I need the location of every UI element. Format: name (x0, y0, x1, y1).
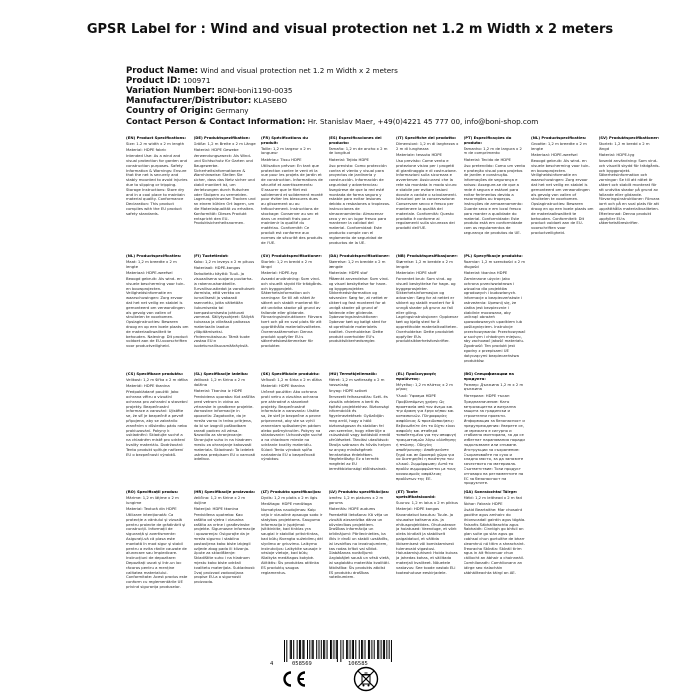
spec-cell (329, 490, 397, 600)
spec-size: Koko: 1,2 m leveys x 2 m pituus (193, 258, 255, 264)
barcode-bar (319, 640, 320, 659)
spec-heading: (SL) Specifikacije izdelka: (193, 372, 249, 376)
spec-material: Materiale: HDPE stoff (396, 269, 437, 275)
spec-text: Predviđena upotreba: Kao zaštita od vjetra i vizualna zaštita za vrtne i građevinske projekte. Sigurnosne informacije i upozorenja: Osigurajte da je mreža sigurno i stabilno postavljena kako biste izbjegli ozljede zbog pada ili klizanja. Upute za skladištenje: Skladištite suho i na hladnom mjestu kako biste održali kvalitetu materijala. Sukladnost: Ovaj proizvod zadovoljava propise EU-a o sigurnosti proizvoda. (193, 511, 256, 585)
spec-text: Beoogd gebruik: Als wind- en visuele bescherming voor tuin- en bouwprojecten. Veiligheidsinformatie en waarschuwingen: Zorg ervoor dat het net veilig en stabiel is gemonteerd om verwondingen als gevolg van vallen of struikelen te voorkomen. Opslaginstructies: Bewaren droog en op een koele plaats om de materiaalkwaliteit te behouden. Naleving: Dit product voldoet aan de EU-voorschriften voor productveiligheid. (126, 275, 189, 349)
meta-value: Wind and visual protection net 1.2 m Width x 2 meters (200, 66, 398, 75)
spec-material: Material: Tkanina iz HDPE (193, 387, 243, 393)
barcode-bar (309, 640, 310, 659)
spec-material: Материал: HDPE тъкан (463, 392, 510, 398)
spec-cell (261, 372, 329, 490)
meta-row (126, 76, 666, 86)
spec-material: Materiale: tessuto HDPE (396, 151, 442, 157)
spec-material: Materiál: HDPE tkanina (126, 382, 170, 388)
spec-cell (396, 372, 464, 490)
spec-heading: (DA) Produktspecifikationer: (328, 254, 390, 258)
barcode-bar (383, 640, 384, 659)
barcode-bar (321, 640, 322, 659)
spec-text: Zamierzone użycie: Jako ochrona przeciwwiatrowa i wizualna dla projektów ogrodowych i budowlanych. Informacje o bezpieczeństwie i ostrzeżenia: Upewnij się, że siatka jest bezpiecznie i stabilnie mocowana, aby uniknąć obrażeń spowodowanych upadkiem lub poślizgnięciem. Instrukcje przechowywania: Przechowywać w suchym i chłodnym miejscu, aby zachować jakość materiału. Zgodność: Ten produkt jest zgodny z przepisami UE dotyczącymi bezpieczeństwa produktów. (463, 275, 526, 363)
barcode-bar (330, 640, 331, 659)
barcode-bar (293, 640, 294, 659)
spec-text: Předpokládané použití: Jako ochrana větru a vizuální ochrana pro zahradní a stavební projekty. Bezpečnostní informace a varování: Ujistěte se, že síť je bezpečně a pevně připojena, aby se zabránilo zraněním v důsledku pádu nebo prokluzování. Pokyny k uskladnění: Skladujte suché a na chladném místě pro udržení kvality materiálu. Dodržování: Tento produkt splňuje nařízení EU o bezpečnosti výrobků. (126, 389, 188, 457)
spec-text: Beoogd gebruik: Als wind- en visuele bescherming voor tuin- en bouwprojecten. Veiligheidsinformatie en waarschuwingen: Zorg ervoor dat het net veilig en stabiel is gemonteerd om verwondingen als gevolg van vallen of struikelen te voorkomen. Opslaginstructies: Bewaren droog en op een koele plaats om de materiaalkwaliteit te behouden. Conformiteit: Dit product voldoet aan de EU-voorschriften voor productveiligheid. (531, 157, 594, 235)
barcode-bar (307, 640, 308, 659)
barcode-bar (313, 640, 314, 659)
barcode-bar (324, 640, 325, 659)
barcode-bar (300, 640, 301, 659)
meta-value: Germany (215, 106, 249, 115)
spec-row (126, 254, 666, 372)
spec-size: Veličina: 1,2 m širine x 2 m duljine (193, 494, 246, 505)
spec-cell (531, 136, 599, 254)
spec-heading: (FI) Tuotetiedot: (193, 254, 229, 258)
spec-cell (194, 254, 262, 372)
spec-heading: (HU) Termékjellemzők: (328, 372, 378, 376)
spec-text: Uso pretendido: Como um vento e proteção visual para projetos de jardim e construção. Informações de segurança e avisos: Assegure-se de que a rede é segura e estável para evitar ferimentos devido a escorregões ou tropeços. Instruções de armazenamento: Guarde seco e em local fresco para manter a qualidade do material. Conformidade: Este produto está em conformidade com os regulamentos de segurança de produtos da UE. (463, 162, 526, 235)
spec-text: Numatytas naudojimas: Kaip vėjo ir vizualinė apsauga sodo ir statybos projektams. Saugumo informacija ir įspėjimai: Įsitikinkite, kad tinklas yra saugiai ir stabiliai pritvirtintas, kad būtų išvengta sužeidimų dėl slydimo ar griuvimo. Laikymo instrukcijos: Laikykite sausoje ir vėsioje vietoje, kad būtų išlaikyta medžiagos kokybė. Atitiktis: Šis produktas atitinka ES produktų saugos reglamentus. (261, 507, 323, 575)
spec-heading: (NL) Productspecificaties: (126, 254, 182, 258)
barcode-right-digits: 106585 (348, 661, 368, 667)
spec-cell (464, 490, 532, 600)
spec-text: Tervezett felhasználás: Szél- és vizuális védelem a kerti és építési projektekhez. Biztonsági információk és figyelmeztetések: Győződjön meg arról, hogy a háló biztonságosan és stabilan fel van szerelve, hogy elkerülje a csúszásból vagy botlásból eredő sérüléseket. Tárolási utasítások: Tárolja szárazon és hűvös helyen az anyag minőségének fenntartása érdekében. Megfelelőség: Ez a termék megfelel az EU termékbiztonsági előírásainak. (328, 393, 391, 471)
spec-cell (261, 254, 329, 372)
barcode-left-digits: 058569 (292, 661, 312, 667)
barcode-bar (340, 640, 341, 662)
barcode-bar (290, 640, 291, 659)
spec-cell (531, 372, 599, 490)
spec-row (126, 372, 666, 490)
spec-size: Størrelse: 1,2 m bredde x 2 m længde (328, 258, 386, 269)
spec-size: Maat: 1,2 m breedte x 2 m lengte (126, 258, 177, 269)
spec-cell (194, 136, 262, 254)
ean-barcode (268, 640, 418, 670)
barcode-bar (323, 640, 324, 659)
spec-cell (464, 372, 532, 490)
spec-heading: (SV) Produktspecifikationer: (598, 136, 660, 140)
barcode-bar (369, 640, 370, 659)
barcode-bar (346, 640, 347, 659)
spec-material: Materiaali: HDPE-kangas (193, 264, 241, 270)
meta-value: KLASEBO (253, 96, 288, 105)
barcode-bar (302, 640, 303, 659)
spec-heading: (FR) Spécifications du produit: (261, 136, 308, 145)
barcode-bar (378, 640, 379, 659)
spec-size: Storlek: 1,2 m bredd x 2 m längd (261, 258, 313, 269)
barcode-lead-digit: 4 (270, 661, 274, 667)
barcode-bar (331, 640, 332, 659)
meta-value: Hr. Stanislav Maer, +49(0)4221 45 777 00, info@boni-shop.com (307, 117, 539, 126)
spec-cell (329, 136, 397, 254)
spec-size: Tamaño: 1,2 m de ancho x 2 m de longitud (328, 145, 388, 156)
spec-size: Dimensioni: 1,2 m di larghezza x 2 m di lunghezza (396, 140, 459, 151)
meta-key: Country of Origin: (126, 106, 214, 116)
spec-material: Anyag: HDPE szövet (328, 387, 368, 393)
spec-cell (599, 490, 667, 600)
meta-value: 100971 (182, 76, 211, 85)
spec-cell (329, 254, 397, 372)
spec-text: Utilizare intenționată: Ca protecție a vântului și vizuală pentru proiecte de grădinărit și construcții. Informații de siguranță și avertismente: Asigurați-vă că plasa este montată în mod sigur și stabil pentru a evita rănile cauzate de alunecare sau împiedicare. Instrucțiuni de depozitare: Depozitați uscat și într-un loc răcoros pentru a menține calitatea materialului. Conformitate: Acest produs este conform cu reglementările UE privind siguranța produselor. (126, 511, 188, 589)
spec-cell (126, 372, 194, 490)
barcode-bar (386, 640, 387, 659)
barcode-bar (384, 640, 385, 659)
meta-key: Product ID: (126, 76, 181, 86)
spec-row (126, 136, 666, 254)
spec-cell (261, 490, 329, 600)
spec-material: Ábhar: Fabraic HDPE (463, 500, 503, 506)
barcode-bar (371, 640, 372, 659)
spec-size: Μέγεθος: 1,2 m πλάτος x 2 m μήκος (396, 381, 453, 392)
meta-row (126, 86, 666, 96)
spec-cell (599, 136, 667, 254)
spec-heading: (DE) Produktspezifikation: (193, 136, 250, 140)
spec-material: Matériau: Tissu HDPE (261, 156, 302, 162)
spec-cell (261, 136, 329, 254)
barcode-bar (333, 640, 334, 659)
spec-cell (329, 372, 397, 490)
barcode-bars (280, 640, 400, 662)
spec-text: Predvidena uporaba: Kot zaščita pred vetrom in vidna za vrtnarske in gradbene projekte. Varnostne informacije in opozorila: Zagotovite, da je mreža varno in trdno pritrjena, da bi se izognili poškodbam zaradi padcev ali zdrsa. Navodila za shranjevanje: Shranjujte suho in na hladnem mestu za ohranjanje kakovosti materiala. Skladnost: Ta izdelek ustreza predpisom EU o varnosti izdelkov. (193, 393, 256, 462)
spec-heading: (GA) Sonraíochtaí Táirge: (463, 490, 518, 494)
spec-cell (464, 254, 532, 372)
spec-cell (126, 490, 194, 600)
spec-size: Méid: 1,2 m leithead x 2 m fad (463, 494, 522, 500)
barcode-bar (299, 640, 300, 659)
spec-material: Material: Tejido HDPE (328, 156, 369, 162)
spec-material: Material: HDPE-tyg (598, 151, 635, 157)
barcode-bar (327, 640, 328, 659)
spec-text: Uso previsto: Come vento e protezione visiva per i progetti di giardinaggio e di costruzione. Informazioni sulla sicurezza e avvertenze: Assicurarsi che la rete sia montata in modo sicuro e stabile per evitare lesioni dovute a cadute o scivolamenti. Istruzioni per la conservazione: Conservare secco e fresco per mantenere la qualità del materiale. Conformità: Questo prodotto è conforme ai regolamenti sulla sicurezza dei prodotti dell'UE. (396, 157, 458, 231)
spec-heading: (EN) Product Specifications: (126, 136, 187, 140)
spec-size: Taille: 1,2 m largeur x 2 m longueur (261, 145, 311, 156)
spec-heading: (LV) Produktu specifikācijas: (328, 490, 390, 494)
spec-cell (396, 136, 464, 254)
barcode-bar (353, 640, 354, 659)
barcode-bar (359, 640, 360, 659)
spec-size: Size: 1.2 m width x 2 m length (126, 140, 185, 146)
spec-heading: (BG) Спецификации на продукта: (463, 372, 514, 381)
barcode-bar (291, 640, 292, 659)
spec-heading: (RO) Specificații produs: (126, 490, 179, 494)
spec-material: Material: HDPE Gewebe (193, 146, 239, 152)
page-title: GPSR Label for : Wind and visual protection net 1.2 m Width x 2 meters (86, 22, 614, 37)
spec-text: Предназначение: Като ветрозащитна и визуална защита за градински и строителни проекти. Информация за безопасност и предупреждения: Уверете се, че мрежата е сигурно и стабилно монтирана, за да се избегнат наранявания поради подхлъзване или спъване. Инструкции за съхранение: Съхранявайте на сухо и хладно място, за да запазите качеството на материала. Съответствие: Този продукт отговаря на регламентите на ЕС за безопасност на продуктите. (463, 398, 525, 486)
spec-size: Storlek: 1,2 m bredd x 2 m längd (598, 140, 650, 151)
spec-cell (599, 254, 667, 372)
barcode-bar (347, 640, 348, 659)
spec-cell (194, 372, 262, 490)
meta-key: Contact Person & Contact Information: (126, 116, 306, 126)
barcode-bar (350, 640, 351, 659)
spec-material: Materijal: HDPE tkanina (193, 505, 239, 511)
spec-heading: (EL) Προδιαγραφές προϊόντος: (396, 372, 437, 381)
spec-heading: (PL) Specyfikacje produktu: (463, 254, 523, 258)
barcode-bar (352, 640, 353, 659)
spec-material: Materiale: HDPE stof (328, 269, 368, 275)
spec-size: Tamanho: 1,2 m de largura x 2 m de comprimento (463, 145, 522, 156)
spec-text: Kavandatud kasutus: Tuule- ja visuaalse kaitsena aia- ja ehitusprojektides. Ohutusteave ja hoiatused: Veenduge, et võrk oleks kindlalt ja stabiilselt paigaldatud, et vältida libisemisest või komistamisest tulenevaid vigastusi. Hoiustamisjuhised: Hoida kuivas ja jahedas kohas, et säilitada materjali kvaliteet. Nõuetele vastavus: See toode vastab ELi tooteohutuse eeskirjadele. (396, 511, 458, 575)
meta-key: Manufacturer/Distributor: (126, 96, 252, 106)
spec-material: Materiaal: HDPE-weefsel (126, 269, 173, 275)
barcode-bar (337, 640, 338, 662)
meta-row (126, 96, 666, 106)
barcode-bar (336, 640, 337, 659)
spec-material: Material: HDPE-tyg (261, 269, 297, 275)
spec-size: Suurus: 1,2 m laius x 2 m pikkus (396, 499, 458, 505)
spec-size: Veľkosť: 1,2 m šírka x 2 m dĺžka (261, 376, 322, 382)
spec-size: Velikost: 1,2 m širina x 2 m dolžina (193, 376, 246, 387)
spec-text: Úsáid Beartaithe: Mar chosaint gaoithe agus amhairc do thionscadail gairdín agus tógála. Faisnéis Sábháilteachta agus Rabhaidh: Cinntigh go bhfuil an glan suite go slán agus go cobhsaí chun gortuithe de bharr sleamhnú nó titim a sheachaint. Treoracha Stórála: Stóráil tirim agus in áit fhionnuar chun cáilíocht an ábhair a choinneáil. Comhlíonadh: Comhlíonann an táirge seo rialacháin sábháilteachta táirgí an AE. (463, 507, 526, 575)
spec-text: Utilisation prévue: En tant que protection contre le vent et la vue pour les projets de jardin et de construction. Informations de sécurité et avertissements: S'assurer que le filet est solidement et solidement monté pour éviter les blessures dues au glissement ou au trébuchement. Instructions de stockage: Conserver au sec et dans un endroit frais pour maintenir la qualité du matériau. Conformité: Ce produit est conforme aux normes de sécurité des produits de l'UE. (261, 162, 323, 245)
spec-heading: (IT) Specifiche del prodotto: (396, 136, 457, 140)
barcode-bar (391, 640, 392, 662)
spec-text: Paredzētā lietošana: Kā vēja un vizuālā aizsardzība dārza un būvniecības projektiem. Drošības informācija un brīdinājumi: Pārliecinieties, ka tīkls ir droši un stabili uzstādīts, lai izvairītos no ievainojumiem, kas rodas krītot vai slīdot. Glabāšanas norādījumi: Uzglabājiet sausā un vēsā vietā, lai saglabātu materiāla kvalitāti. Atbilstība: Šis produkts atbilst ES produktu drošības noteikumiem. (328, 511, 390, 580)
spec-heading: (LT) Produkto specifikacijos: (261, 490, 322, 494)
meta-key: Variation Number: (126, 86, 215, 96)
meta-row (126, 106, 666, 116)
meta-value: BONI-boni1190-0035 (217, 86, 293, 95)
spec-text: Určené použitie: Ako ochrana proti vetru a vizuálna ochrana pre záhradné a stavebné projekty. Bezpečnostné informácie a varovania: Uistite sa, že sieť je bezpečne a pevne pripevnená, aby ste sa vyhli zraneniam spôsobeným pádom alebo pošmyknutím. Pokyny na skladovanie: Uchovávajte suché a na chladnom mieste na udržanie kvality materiálu. Súlad: Tento výrobok spĺňa nariadenia EÚ o bezpečnosti výrobkov. (261, 389, 323, 462)
spec-heading: (ET) Toote spetsifikatsioonid: (396, 490, 436, 499)
spec-size: Izmērs: 1,2 m platums x 2 m garums (328, 494, 384, 505)
spec-heading: (PT) Especificações do produto: (463, 136, 512, 145)
barcode-bar (377, 640, 378, 659)
barcode-bar (312, 640, 313, 659)
meta-key: Product Name: (126, 66, 199, 76)
spec-cell (531, 490, 599, 600)
spec-cell (599, 372, 667, 490)
spec-material: Materiaal: HDPE-weefsel (531, 151, 578, 157)
barcode-bar (297, 640, 298, 659)
spec-cell (194, 490, 262, 600)
spec-cell (531, 254, 599, 372)
spec-grid (126, 136, 666, 600)
barcode-bar (381, 640, 382, 659)
barcode-bar (368, 640, 369, 659)
barcode-bar (316, 640, 317, 659)
spec-material: Materiał: tkanina HDPE (463, 269, 508, 275)
spec-size: Размер: Дължина 1,2 m x 2 m дължина (463, 381, 524, 392)
barcode-bar (284, 640, 285, 662)
crossed-out-bin-icon (353, 666, 379, 692)
spec-text: Προβλεπόμενη χρήση: Ως προστασία από τον άνεμο και την όραση για έργα κήπου και κατασκευών. Πληροφορίες ασφάλειας & προειδοποιήσεις: Βεβαιωθείτε ότι το δίχτυ είναι ασφαλές και σταθερά τοποθετημένο για την αποφυγή τραυματισμών λόγω ολίσθησης ή πτώσης. Οδηγίες αποθήκευσης: Αποθηκεύστε ξηρό και σε δροσερό χώρο για να διατηρηθεί η ποιότητα του υλικού. Συμμόρφωση: Αυτό το προϊόν συμμορφώνεται με τους κανονισμούς ασφάλειας προϊόντων της ΕΕ. (396, 398, 457, 481)
spec-size: Størrelse: 1,2 m bredde x 2 m lengde (396, 258, 453, 269)
spec-text: Avsedd användning: Som vind- och visuellt skydd för trädgårds- och byggprojekt. Säkerhetsinformation och varningar: Se till att nätet är säkert och stabilt monterat för att undvika skador på grund av fallande eller glidande. Förvaringsinstruktioner: Förvara torrt och på en sval plats för att upprätthålla materialkvaliteten. Efterlevnad: Denna produkt uppfyller EU:s säkerhetsföreskrifter. (598, 157, 660, 226)
ce-mark-icon (278, 670, 308, 688)
spec-text: Intended Use: As a wind and visual protection for garden and construction purposes. Safety Information & Warnings: Ensure that the net is securely and stably mounted to avoid injuries due to slipping or tripping. Storage Instructions: Store dry and in a cool place to maintain material quality. Conformance Declaration: This product complies with the EU product safety standards. (126, 153, 188, 216)
spec-row (126, 490, 666, 600)
spec-heading: (NL) Productspecificaties: (531, 136, 587, 140)
barcode-bar (286, 640, 287, 662)
spec-material: Materjal: HDPE kangas (396, 505, 440, 511)
spec-material: Material: Tecido de HDPE (463, 156, 511, 162)
spec-size: Größe: 1,2 m Breite x 2 m Länge (193, 140, 256, 146)
spec-material: Medžiaga: HDPE medžiaga (261, 500, 312, 506)
spec-size: Dydis: 1,2 m plotis x 2 m ilgis (261, 494, 318, 500)
barcode-bar (374, 640, 375, 659)
barcode-bar (343, 640, 344, 659)
spec-size: Velikost: 1,2 m šířka x 2 m délka (126, 376, 188, 382)
spec-cell (396, 254, 464, 372)
spec-heading: (SK) Špecifikácie produktu: (261, 372, 320, 376)
spec-text: Forventet bruk: Som vind- og visuell beskyttelse for hage- og byggeprosjekter. Sikkerhetsinformasjon og advarsler: Sørg for at nettet er sikkert og stabilt montert for å unngå skader på grunn av fall eller gliing. Lagringsinstruksjoner: Oppbevar tørt og kjølig sted for å opprettholde materialkvaliteten. Overholdelse: Dette produktet oppfyller EUs produktsikkerhetsforskrifter. (396, 275, 459, 344)
spec-material: Material: Textură din HDPE (126, 505, 177, 511)
spec-heading: (ES) Especificaciones del producto: (328, 136, 382, 145)
spec-text: Verwendungszweck: Als Wind- und Sichtschutz für Garten und Baugewerbe. Sicherheitsinformationen & Warnhinweise: Stellen Sie sicher, dass das Netz sicher und stabil montiert ist, um Verletzungen durch Rutschen oder Stolpern zu vermeiden. Lagerungshinweise: Trocken und an einem kühlen Ort lagern, um die Materialqualität zu erhalten. Konformität: Dieses Produkt entspricht den EU-Produktsicherheitsnormen. (193, 153, 256, 226)
barcode-bar (361, 640, 362, 659)
spec-material: Material: HDPE fabric (126, 146, 167, 152)
barcode-bar (362, 640, 363, 659)
spec-size: Grootte: 1,2 m breedte x 2 m lengte (531, 140, 587, 151)
spec-cell (396, 490, 464, 600)
spec-text: Tarkoitettu käyttö: Tuuli- ja visuaalisena suojana puutarha- ja rakennushankkeille. Turvallisuustiedot ja varoitukset: Varmista, että verkko on turvallisesti ja vakaasti asennettu, jotta vältetään liukumisesta tai kompastumisesta johtuvat vammat. Säilytysohjeet: Säilytä kuivassa ja viileässä paikassa materiaalin laadun ylläpitämiseksi. Yhdenmukaisuus: Tämä tuote vastaa EU:n tuoteturvallisuusmääräyksiä. (193, 271, 256, 349)
spec-cell (464, 136, 532, 254)
spec-text: Uso previsto: Como protección contra el viento y visual para proyectos de jardinería y construcción. Información de seguridad y advertencias: Asegúrese de que la red esté montada de forma segura y estable para evitar lesiones debido a resbalones o tropiezos. Instrucciones de almacenamiento: Almacenar seco y en un lugar fresco para mantener la calidad del material. Conformidad: Este producto cumple con el reglamento de seguridad de productos de la UE. (328, 162, 391, 245)
spec-text: Påtænkt anvendelse: Som vind- og visuel beskyttelse for have- og byggeprojekter. Sikkerhedsinformation og advarsler: Sørg for, at nettet er sikkert og fast monteret for at undgå skader på grund af faldende eller glidende. Opbevaringsinstruktioner: Opbevar tørt og køligt sted for at opretholde materialets kvalitet. Overholdelse: Dette produkt overholder EU's produktsikkerhedsregler. (328, 275, 389, 344)
product-meta (126, 66, 666, 127)
spec-material: Υλικό: Ύφασμα HDPE (396, 392, 437, 398)
meta-row (126, 66, 666, 76)
spec-cell (126, 136, 194, 254)
spec-text: Avsedd användning: Som vind- och visuellt skydd för trädgårds- och byggprojekt. Säkerhetsinformation och varningar: Se till att nätet är säkert och stabilt monterat för att undvika skador på grund av fallande eller glidande. Förvaringsinstruktioner: Förvara torrt och på en sval plats för att upprätthålla materialkvaliteten. Överensstämmelse: Denna produkt uppfyller EU:s säkerhetsbestämmelser för produkter. (261, 275, 323, 349)
spec-size: Méret: 1,2 m szélesség x 2 m hosszúság (328, 376, 385, 387)
barcode-bar (389, 640, 390, 659)
spec-cell (126, 254, 194, 372)
barcode-bar (304, 640, 305, 659)
meta-row (126, 116, 666, 127)
spec-heading: (SV) Produktspecifikationer: (261, 254, 322, 258)
spec-heading: (CS) Specifikace produktu: (126, 372, 184, 376)
spec-heading: (NB) Produktspesifikasjoner: (396, 254, 458, 258)
barcode-bar (355, 640, 356, 659)
spec-size: Rozmiar: 1,2 m szerokości x 2 m długości (463, 258, 526, 269)
spec-material: Materiál: HDPE tkanina (261, 382, 305, 388)
spec-material: Materiāls: HDPE audums (328, 505, 376, 511)
barcode-bar (365, 640, 366, 659)
spec-size: Mărime: 1,2 m lățime x 2 m lungime (126, 494, 179, 505)
spec-heading: (HR) Specifikacije proizvoda: (193, 490, 256, 494)
